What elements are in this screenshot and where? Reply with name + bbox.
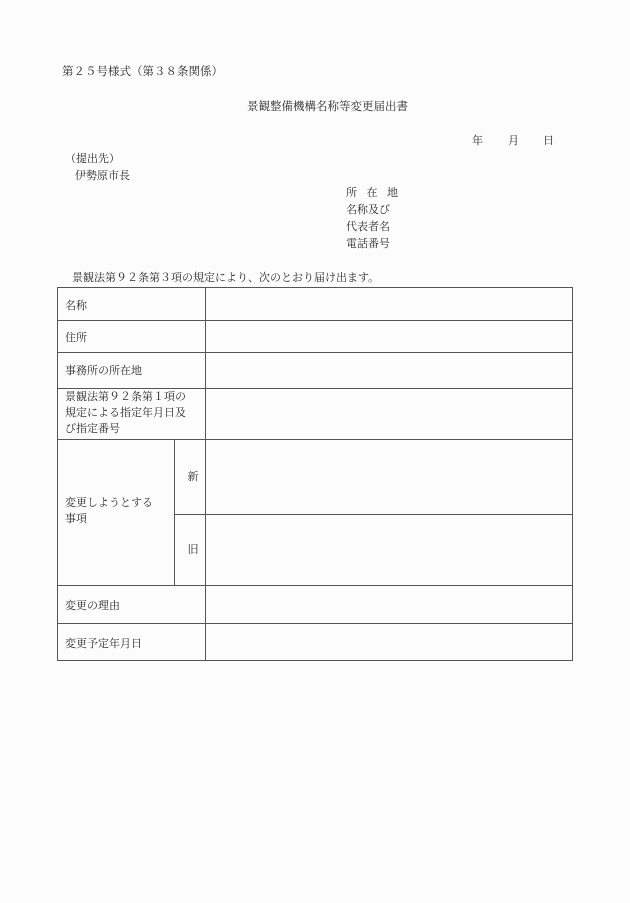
label-address: 住所 (65, 331, 87, 344)
office-location-field[interactable] (206, 352, 572, 388)
applicant-name-label: 名称及び (346, 203, 390, 216)
applicant-phone-label: 電話番号 (346, 237, 390, 250)
change-reason-field[interactable] (206, 585, 572, 623)
designation-field[interactable] (206, 388, 572, 439)
label-change-items-line-1: 変更しようとする (65, 496, 153, 509)
label-name: 名称 (65, 299, 87, 312)
date-year-label: 年 (472, 134, 483, 147)
label-change-reason: 変更の理由 (65, 599, 120, 612)
applicant-address-label: 所 在 地 (346, 186, 401, 199)
sub-column-divider (174, 439, 175, 585)
label-change-items-line-2: 事項 (65, 511, 87, 525)
recipient-name: 伊勢原市長 (75, 169, 130, 182)
date-month-label: 月 (508, 134, 519, 147)
intro-text: 景観法第９２条第３項の規定により、次のとおり届け出ます。 (72, 271, 380, 284)
address-field[interactable] (206, 320, 572, 352)
label-designation-line-3: び指定番号 (65, 421, 120, 435)
label-change-items (65, 495, 153, 527)
new-value-field[interactable] (206, 439, 572, 514)
label-designation-line-2: 規定による指定年月日及 (65, 405, 186, 419)
recipient-label: （提出先） (65, 152, 120, 165)
form-table (57, 287, 573, 661)
label-office-location: 事務所の所在地 (65, 364, 142, 377)
label-new: 新 (187, 470, 199, 483)
label-change-date: 変更予定年月日 (65, 637, 142, 650)
change-date-field[interactable] (206, 623, 572, 661)
label-designation-line-1: 景観法第９２条第１項の (65, 390, 186, 403)
date-day-label: 日 (543, 134, 554, 147)
form-number: 第２５号様式（第３８条関係） (62, 64, 223, 78)
label-designation (65, 389, 186, 437)
document-title: 景観整備機構名称等変更届出書 (247, 99, 408, 113)
name-field[interactable] (206, 288, 572, 320)
label-old: 旧 (187, 543, 199, 556)
old-value-field[interactable] (206, 514, 572, 585)
applicant-representative-label: 代表者名 (346, 220, 390, 233)
